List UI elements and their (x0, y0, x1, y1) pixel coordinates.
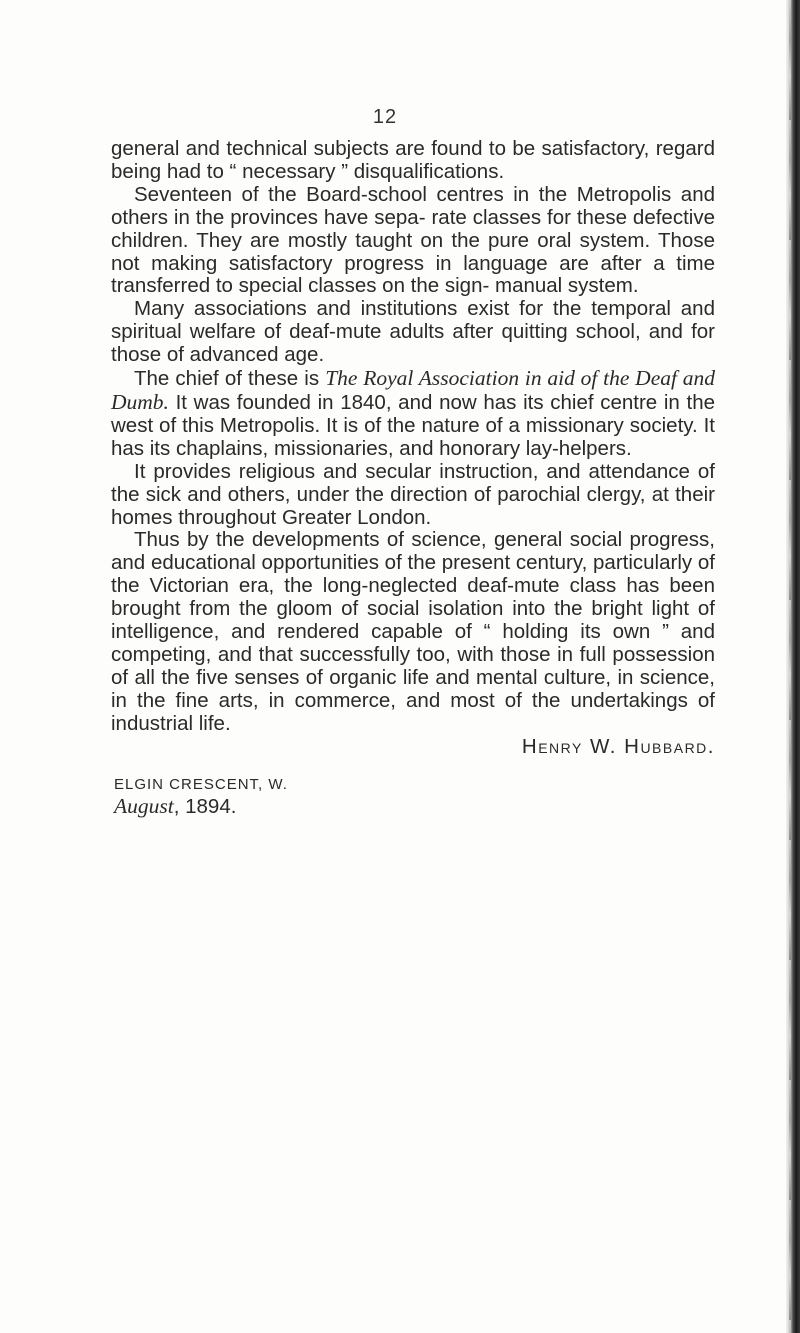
paragraph-continuation: general and technical subjects are found to be satisfactory, regard being had to “ necessary ” disqualifications. (111, 137, 715, 183)
royal-association-title: The Royal Association in aid of the Deaf and Dumb. (111, 366, 715, 414)
date-line (111, 795, 715, 818)
address-line: ELGIN CRESCENT, W. (114, 776, 288, 794)
page-number: 12 (372, 106, 398, 128)
date-month: August (114, 794, 174, 819)
author-signature (111, 736, 715, 759)
royal-association-details: It was founded in 1840, and now has its chief centre in the west of this Metropolis. It is of the nature of a missionary society. It has its chaplains, missionaries, and honorary lay-helpers. (111, 390, 715, 460)
paragraph-conclusion: Thus by the developments of science, general social progress, and educational opportunities of the present century, particularly of the Victorian era, the long-neglected deaf-mute class has been brought from the gloom of social isolation into the bright light of intelligence, and rendered capable of “ holding its own ” and competing, and that successfully too, with those in full possession of all the five senses of organic life and mental culture, in science, in the fine arts, in commerce, and most of the undertakings of industrial life. (111, 528, 715, 735)
book-binding-edge (786, 0, 800, 1333)
date-year: , 1894. (173, 795, 237, 819)
body-text (111, 138, 715, 818)
paragraph-instruction: It provides religious and secular instruction, and attendance of the sick and others, under the direction of parochial clergy, at their homes throughout Greater London. (111, 459, 715, 529)
author-name: Henry W. Hubbard. (521, 734, 715, 758)
paragraph-associations: Many associations and institutions exist for the temporal and spiritual welfare of deaf-mute adults after quitting school, and for those of advanced age. (111, 297, 715, 367)
royal-association-intro: The chief of these is (134, 367, 326, 391)
paragraph-royal-association (111, 367, 715, 461)
paragraph-board-school: Seventeen of the Board-school centres in the Metropolis and others in the provinces have sepa- rate classes for these defective children. They are mostly taught on the pure oral system. Those not making satisfactory progress in language are after a time transferred to special classes on the sign- manual system. (111, 182, 715, 298)
